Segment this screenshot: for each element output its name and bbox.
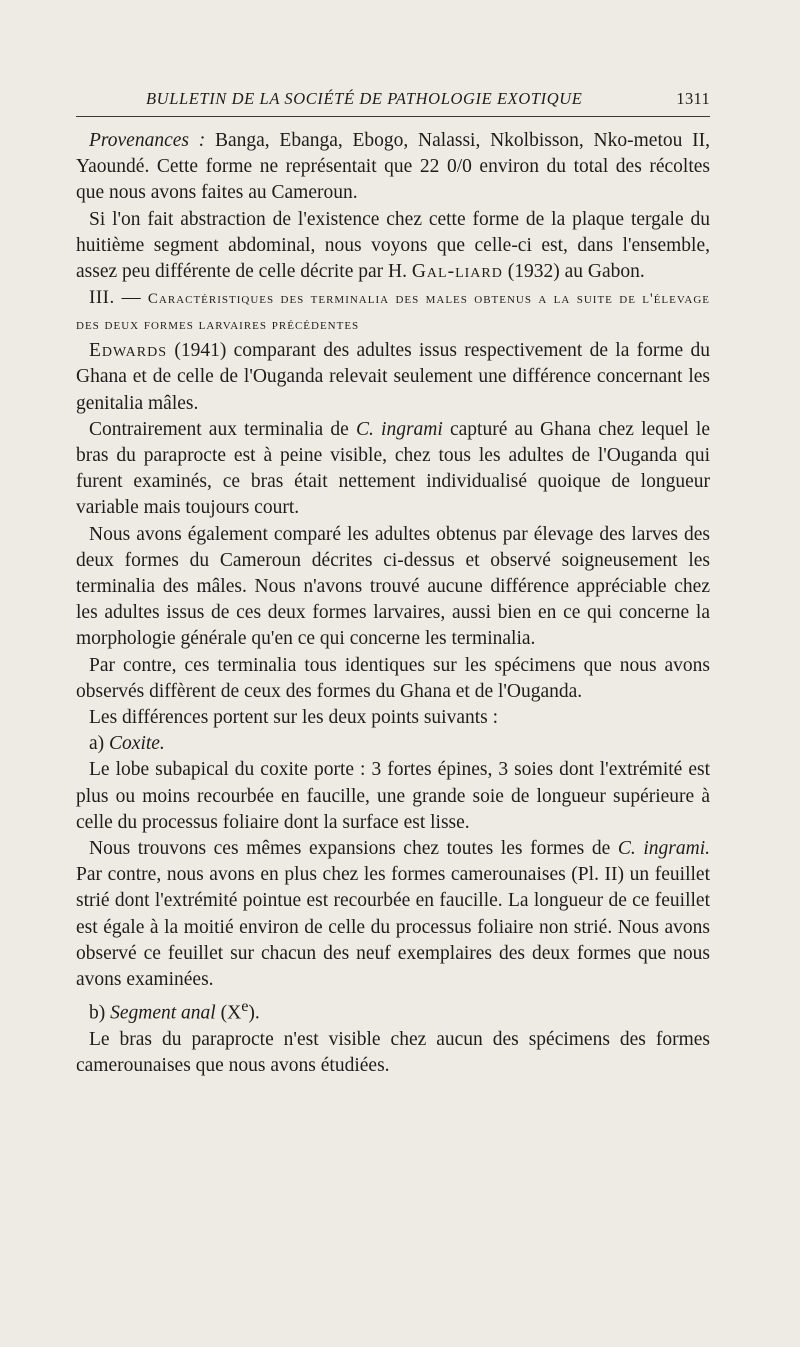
paragraph-text: (1932) au Gabon.: [502, 261, 645, 283]
superscript: e: [241, 997, 249, 1016]
species-name: C. ingrami.: [617, 838, 711, 860]
item-text: (X: [215, 1002, 242, 1024]
paragraph-text: (1941) comparant des adultes issus respectivement de la forme du Ghana et de celle de l'Ouganda relevait seulement une différence concernant les genitalia mâles.: [76, 340, 710, 414]
paragraph-comparison: Nous avons également comparé les adultes obtenus par élevage des larves des deux formes du Cameroun décrites ci-dessus et observé soigneusement les terminalia des mâles. Nous n'avons trouvé aucune différence appréciable chez les adultes issus de ces deux formes larvaires, aussi bien en ce qui concerne la morphologie générale qu'en ce qui concerne les terminalia.: [76, 523, 710, 650]
paragraph-text: capturé au Ghana chez lequel le bras du paraprocte est à peine visible, chez tous les adultes de l'Ouganda qui furent examinés, ce bras était nettement individualisé quoique de longueur variable mais toujours court.: [76, 418, 710, 519]
item-label: Segment anal: [110, 1002, 216, 1024]
paragraph-text: Contrairement aux terminalia de: [89, 418, 356, 440]
item-marker: b): [89, 1002, 111, 1024]
paragraph-provenances: [76, 128, 710, 207]
author-name: Gal-liard: [411, 261, 503, 283]
item-text: ).: [248, 1002, 260, 1024]
item-a-heading: [76, 731, 710, 757]
provenances-label: Provenances :: [89, 130, 206, 151]
running-header: [76, 88, 710, 117]
species-name: C. ingrami: [355, 418, 443, 440]
paragraph-edwards: [76, 338, 710, 417]
journal-title: BULLETIN DE LA SOCIÉTÉ DE PATHOLOGIE EXOTIQUE: [146, 89, 583, 108]
section-title: Caractéristiques des terminalia des males obtenus a la suite de l'élevage des deux formes larvaires précédentes: [76, 291, 711, 334]
item-label: Coxite.: [109, 733, 165, 755]
paragraph-differences: Les différences portent sur les deux points suivants :: [89, 707, 499, 729]
paragraph-text: Nous trouvons ces mêmes expansions chez toutes les formes de: [89, 838, 618, 860]
provenances-text: Banga, Ebanga, Ebogo, Nalassi, Nkolbisson, Nko-metou II, Yaoundé. Cette forme ne représentait que 22 0/0 environ du total des récoltes que nous avons faites au Cameroun.: [76, 130, 710, 204]
paragraph-par-contre: Par contre, ces terminalia tous identiques sur les spécimens que nous avons observés diffèrent de ceux des formes du Ghana et de l'Ouganda.: [76, 654, 710, 702]
paragraph-text: Par contre, nous avons en plus chez les formes camerounaises (Pl. II) un feuillet strié dont l'extrémité pointue est recourbée en faucille. La longueur de ce feuillet est égale à la moitié environ de celle du processus foliaire non strié. Nous avons observé ce feuillet sur chacun des neuf exemplaires des deux formes que nous avons examinées.: [76, 864, 710, 991]
paragraph-contrairement: [76, 417, 710, 522]
section-number: III. —: [89, 287, 142, 309]
page-number: 1311: [676, 89, 710, 108]
item-marker: a): [89, 733, 110, 755]
paragraph-coxite: Le lobe subapical du coxite porte : 3 fortes épines, 3 soies dont l'extrémité est plus ou moins recourbée en faucille, une grande soie de longueur supérieure à celle du processus foliaire dont la surface est lisse.: [76, 759, 710, 833]
paragraph-text: Si l'on fait abstraction de l'existence chez cette forme de la plaque tergale du huitième segment abdominal, nous voyons que celle-ci est, dans l'ensemble, assez peu différente de celle décrite par H.: [76, 208, 710, 283]
paragraph-paraprocte: Le bras du paraprocte n'est visible chez aucun des spécimens des formes camerounaises que nous avons étudiées.: [76, 1029, 710, 1077]
body-text: [76, 128, 710, 1079]
paragraph-expansions: [76, 836, 710, 993]
item-b-heading: [76, 993, 710, 1027]
author-name: Edwards: [89, 340, 168, 362]
paragraph-abstraction: [76, 207, 710, 286]
section-heading: [76, 285, 710, 338]
